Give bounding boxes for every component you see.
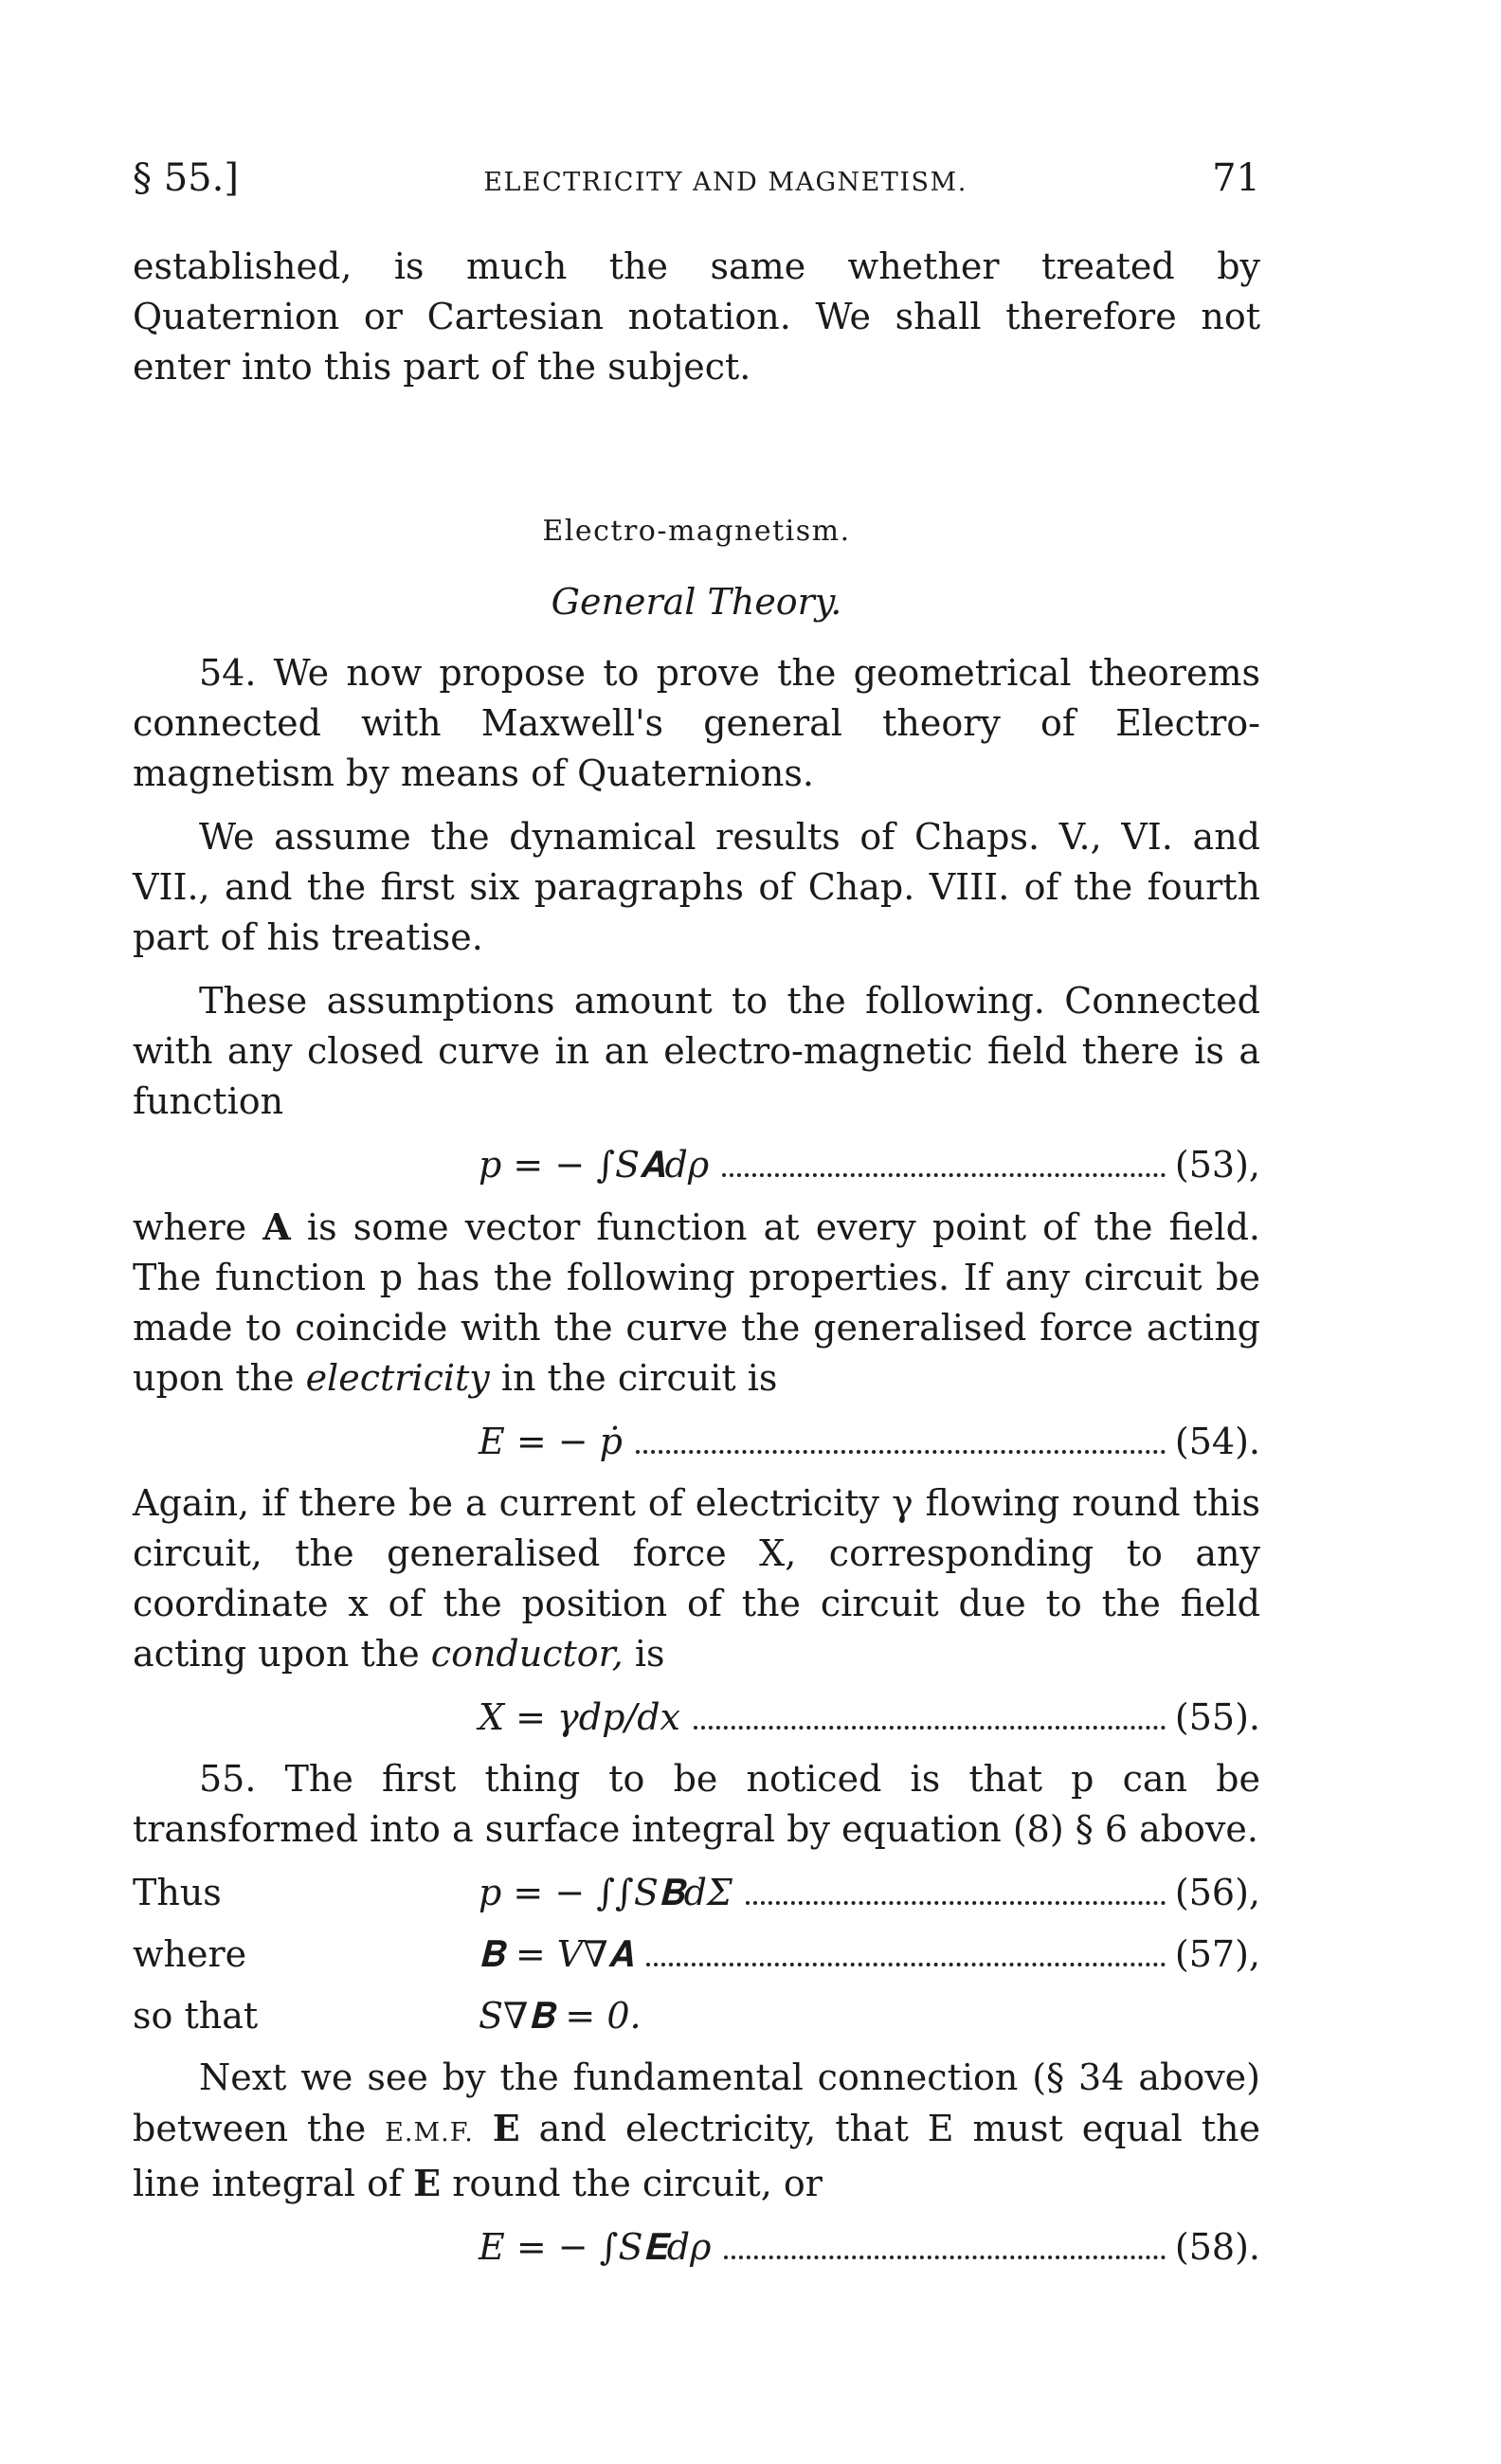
leader-dots [646,1963,1166,1966]
equation-formula: E = − ṗ [479,1421,623,1462]
equation-56 [133,1868,1260,1918]
equation-number: (58). [1174,2226,1260,2268]
italic-term: conductor, [430,1633,624,1675]
paragraph-where-a [133,1202,1260,1404]
equation-label: Thus [133,1872,222,1913]
running-header [133,156,1260,200]
equation-number: (57), [1174,1933,1260,1975]
abbrev-emf: E.M.F. [385,2118,474,2147]
leader-dots [722,1173,1166,1177]
text-segment: is [634,1633,665,1675]
paragraph-next [133,2053,1260,2209]
header-running-title: ELECTRICITY AND MAGNETISM. [483,168,968,197]
section-heading: Electro-magnetism. [542,515,851,548]
header-page-number: 71 [1212,156,1260,200]
equation-54 [133,1417,1260,1467]
paragraph-intro: established, is much the same whether treated by Quaternion or Cartesian notation. We shall therefore not enter into this part of the subject. [133,245,1260,388]
leader-dots [724,2256,1165,2259]
equation-formula: X = γdp/dx [479,1696,680,1738]
equation-divergence [133,1991,1260,2041]
text-segment: Again, if there be a current of electricity γ flowing round this circuit, the generalised force X, corresponding to any coordinate x of the position of the circuit due to the field acting upon the [133,1482,1260,1675]
paragraph-text: The first thing to be noticed is that p can be transformed into a surface integral by equation (8) § 6 above. [133,1758,1260,1850]
equation-formula: S∇𝐁 = 0. [479,1995,642,2037]
paragraph-54 [133,648,1260,799]
equation-number: (55). [1174,1696,1260,1738]
vector-symbol-e: E [413,2162,442,2204]
header-section-ref: § 55.] [133,156,239,200]
text-segment: in the circuit is [500,1357,778,1399]
equation-formula: E = − ∫S𝐄dρ [479,2226,712,2268]
italic-term: electricity [305,1357,490,1399]
equation-formula: p = − ∫∫S𝐁dΣ [479,1872,732,1913]
equation-number: (54). [1174,1421,1260,1462]
paragraph-number: 55. [199,1758,257,1800]
equation-label: so that [133,1995,259,2037]
vector-symbol-e: E [492,2107,520,2149]
paragraph-number: 54. [199,652,257,694]
equation-58 [133,2222,1260,2273]
paragraph-again [133,1478,1260,1679]
leader-dots [636,1450,1166,1454]
leader-dots [694,1726,1166,1730]
equation-57 [133,1930,1260,1980]
text-segment: round the circuit, or [452,2163,823,2204]
page-body [133,242,1260,2284]
text-segment: where [133,1206,247,1248]
paragraph-assumptions: These assumptions amount to the following. Connected with any closed curve in an electro-magnetic field there is a function [133,980,1260,1122]
equation-label: where [133,1933,247,1975]
equation-formula: p = − ∫S𝐀dρ [479,1144,710,1186]
paragraph-assume: We assume the dynamical results of Chaps. V., VI. and VII., and the first six paragraphs of Chap. VIII. of the fourth part of his treatise. [133,816,1260,958]
text-segment: Next we see by the fundamental connection (§ 34 above) between the [133,2056,1260,2149]
equation-55 [133,1693,1260,1743]
text-segment: is some vector function at every point of the field. The function p has the following properties. If any circuit be made to coincide with the curve the generalised force acting upon the [133,1206,1260,1399]
equation-53 [133,1140,1260,1190]
leader-dots [746,1901,1166,1905]
subheading: General Theory. [551,581,842,623]
equation-number: (56), [1174,1872,1260,1913]
equation-number: (53), [1174,1144,1260,1186]
text-segment: and electricity, that E must equal the line integral of [133,2108,1260,2204]
equation-formula: 𝐁 = V∇𝐀 [479,1933,634,1975]
vector-symbol-a: A [262,1205,291,1248]
paragraph-55 [133,1754,1260,1855]
paragraph-text: We now propose to prove the geometrical theorems connected with Maxwell's general theory of Electro-magnetism by means of Quaternions. [133,652,1260,794]
